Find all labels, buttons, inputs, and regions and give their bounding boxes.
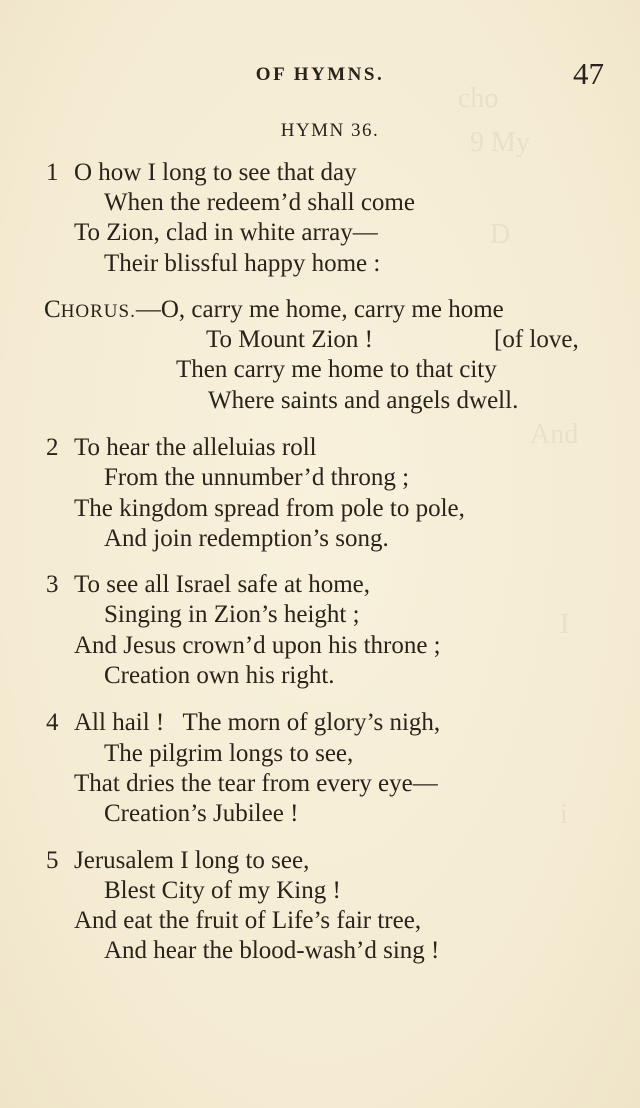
verse-line: Their blissful happy home : <box>104 250 381 277</box>
show-through-text: cho <box>458 83 499 114</box>
running-title: OF HYMNS. <box>255 64 385 85</box>
chorus-text: —O, carry me home, carry me home <box>135 296 504 323</box>
stanza-number: 5 <box>46 847 59 874</box>
verse-line: And eat the fruit of Life’s fair tree, <box>74 907 422 934</box>
show-through-text: I <box>560 609 570 640</box>
chorus-label-rest: HORUS. <box>60 301 136 322</box>
page-number: 47 <box>573 56 604 91</box>
show-through-text: And <box>530 419 579 450</box>
verse-line: Creation’s Jubilee ! <box>104 800 299 827</box>
verse-line: When the redeem’d shall come <box>104 189 415 216</box>
chorus-line: Where saints and angels dwell. <box>208 387 519 414</box>
verse-line: To Zion, clad in white array— <box>74 219 378 246</box>
verse-line: Singing in Zion’s height ; <box>104 601 360 628</box>
verse-line: O how I long to see that day <box>74 159 357 186</box>
stanza-number: 4 <box>46 709 59 736</box>
verse-line: All hail ! The morn of glory’s nigh, <box>74 709 441 736</box>
verse-line: And Jesus crown’d upon his throne ; <box>74 632 441 659</box>
verse-line: And hear the blood-wash’d sing ! <box>104 937 440 964</box>
verse-line: Creation own his right. <box>104 662 335 689</box>
hymn-title: HYMN 36. <box>280 120 380 141</box>
chorus-label-initial: C <box>44 296 61 323</box>
stanza-number: 3 <box>46 571 59 598</box>
stanza-number: 1 <box>46 159 59 186</box>
verse-line: To see all Israel safe at home, <box>74 571 371 598</box>
verse-line: And join redemption’s song. <box>104 525 389 552</box>
chorus-line <box>44 295 504 327</box>
verse-line: To hear the alleluias roll <box>74 434 317 461</box>
verse-line: The kingdom spread from pole to pole, <box>74 495 465 522</box>
verse-line: Blest City of my King ! <box>104 877 341 904</box>
stanza-number: 2 <box>46 434 59 461</box>
verse-line: From the unnumber’d throng ; <box>104 464 410 491</box>
show-through-text: 9 My <box>470 127 530 158</box>
chorus-line: [of love, <box>494 326 579 353</box>
verse-line: That dries the tear from every eye— <box>74 770 438 797</box>
show-through-text: i <box>560 799 568 830</box>
verse-line: The pilgrim longs to see, <box>104 740 354 767</box>
chorus-line: Then carry me home to that city <box>176 356 497 383</box>
show-through-text: D <box>490 219 511 250</box>
chorus-line: To Mount Zion ! <box>206 326 373 353</box>
verse-line: Jerusalem I long to see, <box>74 847 310 874</box>
